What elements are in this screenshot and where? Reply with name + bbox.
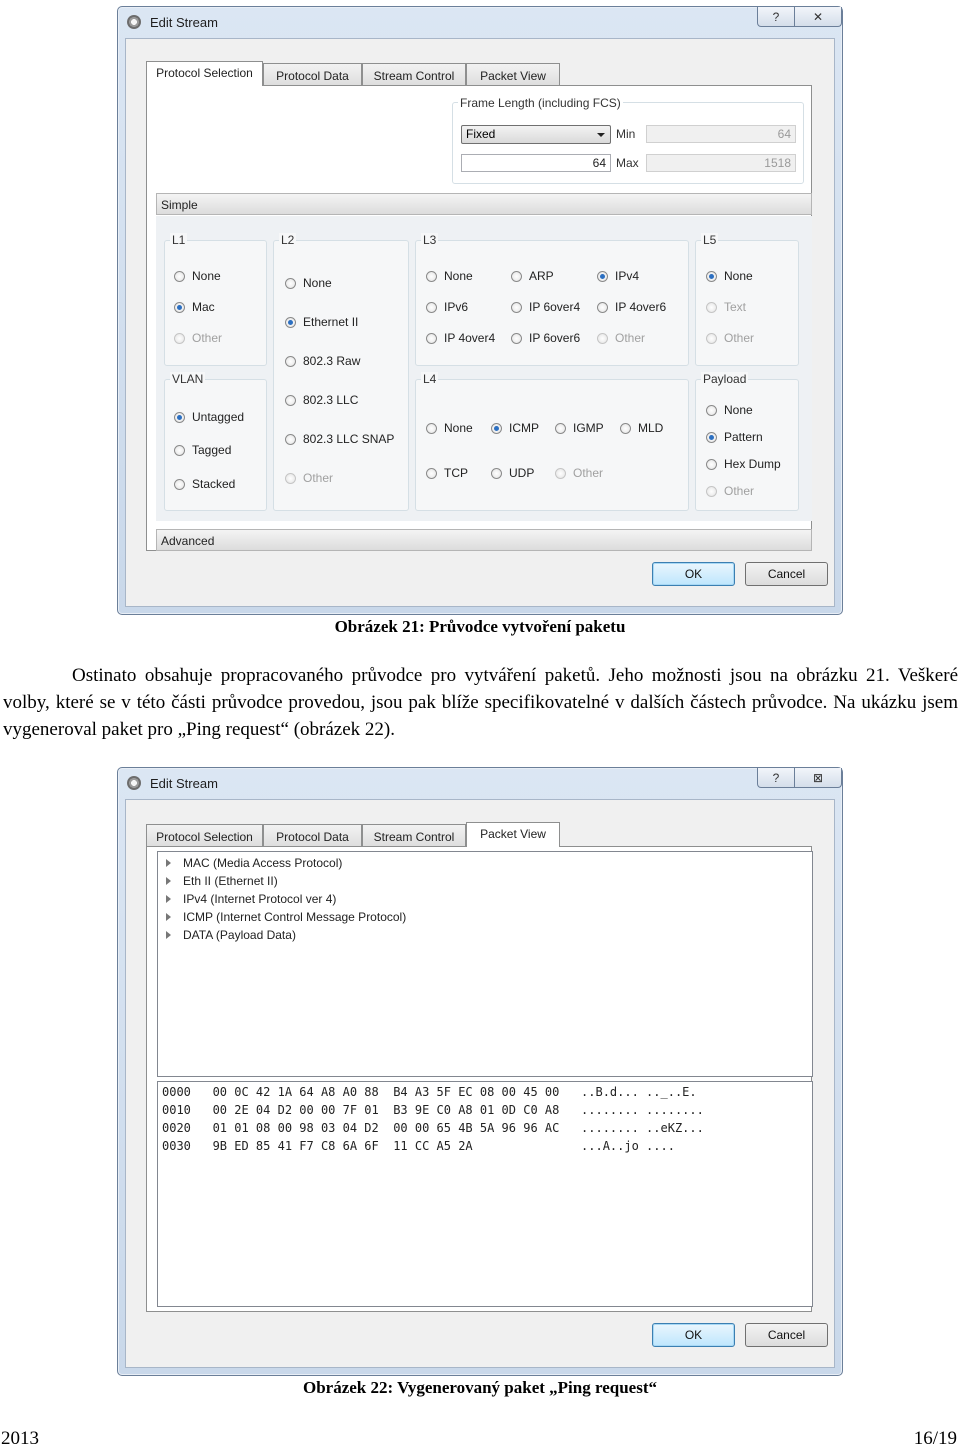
tab-protocol-selection[interactable]: Protocol Selection — [146, 61, 263, 86]
max-field[interactable]: 1518 — [646, 154, 796, 172]
l4-title: L4 — [423, 372, 437, 386]
expand-arrow-icon[interactable] — [166, 913, 171, 921]
l2-other-radio[interactable]: Other — [285, 471, 333, 485]
close-button[interactable]: ✕ — [795, 7, 842, 27]
cancel-button[interactable]: Cancel — [745, 1323, 828, 1347]
frame-length-title: Frame Length (including FCS) — [460, 96, 621, 110]
frame-length-field[interactable]: 64 — [461, 154, 611, 172]
l4-group — [415, 372, 689, 511]
ok-button[interactable]: OK — [652, 562, 735, 586]
l1-title: L1 — [172, 233, 186, 247]
close-button[interactable]: ⊠ — [795, 768, 842, 788]
vlan-title: VLAN — [172, 372, 204, 386]
dialog-client — [125, 38, 835, 607]
tree-item-icmp[interactable]: ICMP (Internet Control Message Protocol) — [166, 910, 406, 924]
dialog-client — [125, 799, 835, 1368]
l4-tcp-radio[interactable]: TCP — [426, 466, 468, 480]
l1-other-radio[interactable]: Other — [174, 331, 222, 345]
l3-ipv4-radio[interactable]: IPv4 — [597, 269, 639, 283]
title-bar[interactable] — [118, 768, 842, 798]
l3-title: L3 — [423, 233, 437, 247]
expand-arrow-icon[interactable] — [166, 895, 171, 903]
l3-arp-radio[interactable]: ARP — [511, 269, 554, 283]
l1-none-radio[interactable]: None — [174, 269, 221, 283]
l4-mld-radio[interactable]: MLD — [620, 421, 663, 435]
l4-other-radio[interactable]: Other — [555, 466, 603, 480]
hex-row: 0010 00 2E 04 D2 00 00 7F 01 B3 9E C0 A8 01 0D C0 A8 ........ ........ — [162, 1103, 704, 1117]
l3-other-radio[interactable]: Other — [597, 331, 645, 345]
app-icon — [127, 15, 141, 29]
figure-22-caption: Obrázek 22: Vygenerovaný paket „Ping request“ — [302, 1378, 658, 1397]
l1-mac-radio[interactable]: Mac — [174, 300, 215, 314]
l4-none-radio[interactable]: None — [426, 421, 473, 435]
hex-row: 0030 9B ED 85 41 F7 C8 6A 6F 11 CC A5 2A ...A..jo .... — [162, 1139, 675, 1153]
advanced-section-header[interactable]: Advanced — [156, 529, 812, 551]
min-label: Min — [616, 127, 636, 141]
packet-view-panel — [146, 846, 812, 1312]
payload-pattern-radio[interactable]: Pattern — [706, 430, 763, 444]
l3-ip-6over6-radio[interactable]: IP 6over6 — [511, 331, 580, 345]
l5-other-radio[interactable]: Other — [706, 331, 754, 345]
app-icon — [127, 776, 141, 790]
footer-year: 2013 — [1, 1428, 39, 1449]
expand-arrow-icon[interactable] — [166, 931, 171, 939]
tree-item-data[interactable]: DATA (Payload Data) — [166, 928, 296, 942]
tab-stream-control[interactable]: Stream Control — [362, 824, 466, 846]
edit-stream-window-2 — [117, 767, 843, 1376]
protocol-selection-panel — [146, 85, 812, 551]
simple-section-header[interactable]: Simple — [156, 193, 812, 215]
payload-group — [695, 372, 799, 511]
frame-length-group — [452, 96, 804, 184]
l3-ip-6over4-radio[interactable]: IP 6over4 — [511, 300, 580, 314]
tab-protocol-data[interactable]: Protocol Data — [263, 824, 362, 846]
hex-row: 0000 00 0C 42 1A 64 A8 A0 88 B4 A3 5F EC 08 00 45 00 ..B.d... .._..E. — [162, 1085, 697, 1099]
chevron-down-icon — [597, 133, 605, 137]
tab-packet-view[interactable]: Packet View — [466, 822, 560, 847]
body-paragraph: Ostinato obsahuje propracovaného průvodce pro vytváření paketů. Jeho možnosti jsou na obrázku 21. Veškeré volby, které se v této části průvodce provedou, jsou pak blíže specifikovatelné v dalších částech průvodce. Na ukázku jsem vygeneroval paket pro „Ping request“ (obrázek 22). — [3, 665, 958, 740]
help-button[interactable]: ? — [757, 7, 795, 27]
l2-group — [273, 233, 409, 511]
tab-protocol-data[interactable]: Protocol Data — [263, 63, 362, 85]
payload-none-radio[interactable]: None — [706, 403, 753, 417]
l4-icmp-radio[interactable]: ICMP — [491, 421, 539, 435]
l5-none-radio[interactable]: None — [706, 269, 753, 283]
ok-button[interactable]: OK — [652, 1323, 735, 1347]
l5-group — [695, 233, 799, 366]
l2-8023-llc-radio[interactable]: 802.3 LLC — [285, 393, 358, 407]
l2-title: L2 — [281, 233, 295, 247]
l2-ethernet-ii-radio[interactable]: Ethernet II — [285, 315, 358, 329]
title-bar[interactable] — [118, 7, 842, 37]
hex-dump-view[interactable] — [157, 1081, 813, 1307]
tab-protocol-selection[interactable]: Protocol Selection — [146, 824, 263, 846]
l4-igmp-radio[interactable]: IGMP — [555, 421, 604, 435]
edit-stream-window-1 — [117, 6, 843, 615]
cancel-button[interactable]: Cancel — [745, 562, 828, 586]
l3-ip-4over4-radio[interactable]: IP 4over4 — [426, 331, 495, 345]
l2-8023-llc-snap-radio[interactable]: 802.3 LLC SNAP — [285, 432, 394, 446]
figure-21-caption: Obrázek 21: Průvodce vytvoření paketu — [334, 617, 626, 636]
tree-item-mac[interactable]: MAC (Media Access Protocol) — [166, 856, 342, 870]
frame-length-mode-value: Fixed — [466, 127, 496, 141]
l3-none-radio[interactable]: None — [426, 269, 473, 283]
l3-ipv6-radio[interactable]: IPv6 — [426, 300, 468, 314]
min-field[interactable]: 64 — [646, 125, 796, 143]
l2-none-radio[interactable]: None — [285, 276, 332, 290]
protocol-tree[interactable] — [157, 851, 813, 1077]
frame-length-mode-select[interactable] — [461, 125, 611, 144]
max-label: Max — [616, 156, 639, 170]
l4-udp-radio[interactable]: UDP — [491, 466, 534, 480]
l2-8023-raw-radio[interactable]: 802.3 Raw — [285, 354, 360, 368]
expand-arrow-icon[interactable] — [166, 859, 171, 867]
window-title: Edit Stream — [150, 776, 218, 791]
payload-other-radio[interactable]: Other — [706, 484, 754, 498]
l3-ip-4over6-radio[interactable]: IP 4over6 — [597, 300, 666, 314]
window-title: Edit Stream — [150, 15, 218, 30]
vlan-stacked-radio[interactable]: Stacked — [174, 477, 235, 491]
help-button[interactable]: ? — [757, 768, 795, 788]
hex-row: 0020 01 01 08 00 98 03 04 D2 00 00 65 4B 5A 96 96 AC ........ ..eKZ... — [162, 1121, 704, 1135]
l3-group — [415, 233, 689, 366]
vlan-untagged-radio[interactable]: Untagged — [174, 410, 244, 424]
tab-stream-control[interactable]: Stream Control — [362, 63, 466, 85]
payload-title: Payload — [703, 372, 747, 386]
tab-packet-view[interactable]: Packet View — [466, 63, 560, 85]
l5-text-radio[interactable]: Text — [706, 300, 746, 314]
vlan-group — [164, 372, 267, 511]
l1-group — [164, 233, 267, 366]
tree-item-ipv4[interactable]: IPv4 (Internet Protocol ver 4) — [166, 892, 336, 906]
l5-title: L5 — [703, 233, 717, 247]
vlan-tagged-radio[interactable]: Tagged — [174, 443, 231, 457]
tree-item-eth-ii[interactable]: Eth II (Ethernet II) — [166, 874, 278, 888]
payload-hex-dump-radio[interactable]: Hex Dump — [706, 457, 781, 471]
expand-arrow-icon[interactable] — [166, 877, 171, 885]
footer-page-number: 16/19 — [913, 1428, 957, 1449]
